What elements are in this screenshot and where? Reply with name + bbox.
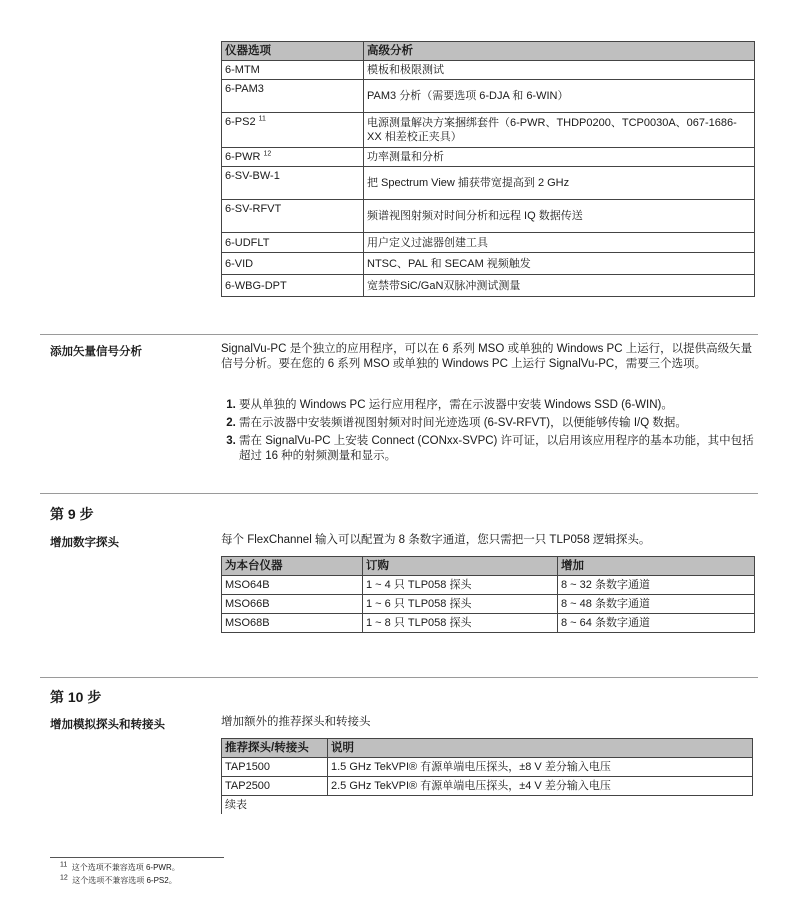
option-desc: 模板和极限测试	[364, 61, 755, 80]
table-cell: TAP2500	[222, 777, 328, 796]
table-cell: TAP1500	[222, 758, 328, 777]
header-adds: 增加	[558, 557, 755, 576]
step9-intro: 每个 FlexChannel 输入可以配置为 8 条数字通道，您只需把一只 TLP058 逻辑探头。	[221, 534, 651, 546]
continued-note: 续表	[222, 796, 753, 815]
option-code: 6-SV-BW-1	[222, 167, 364, 200]
table-cell: MSO66B	[222, 595, 363, 614]
option-desc: 把 Spectrum View 捕获带宽提高到 2 GHz	[364, 167, 755, 200]
list-item: 3. 需在 SignalVu-PC 上安装 Connect (CONxx-SVPC) 许可证，以启用该应用程序的基本功能，其中包括超过 16 种的射频测量和显示。	[239, 434, 757, 464]
digital-probe-table-header	[222, 557, 755, 576]
footnote-rule	[50, 857, 224, 858]
option-code: 6-MTM	[222, 61, 364, 80]
vector-analysis-steps	[221, 398, 757, 467]
option-code: 6-WBG-DPT	[222, 275, 364, 297]
option-desc: NTSC、PAL 和 SECAM 视频触发	[364, 253, 755, 275]
analog-probe-table	[221, 738, 753, 814]
table-row	[222, 595, 755, 614]
option-code: 6-PWR $^{12}$	[222, 148, 364, 167]
option-code: 6-PAM3	[222, 80, 364, 113]
table-row	[222, 777, 753, 796]
vector-analysis-intro: SignalVu-PC 是个独立的应用程序，可以在 6 系列 MSO 或单独的 Windows PC 上运行，以提供高级矢量信号分析。要在您的 6 系列 MSO 或单独的 Windows PC 上运行 SignalVu-PC，需要三个选项。	[221, 343, 753, 370]
section-divider	[40, 493, 758, 494]
header-order: 订购	[363, 557, 558, 576]
footnote-text: 这个选项不兼容选项 6-PS2。	[72, 876, 177, 885]
header-analysis: 高级分析	[364, 42, 755, 61]
options-table	[221, 41, 755, 297]
table-cell: MSO64B	[222, 576, 363, 595]
option-code: 6-PS2 $^{11}$	[222, 113, 364, 148]
table-row	[222, 61, 755, 80]
table-row	[222, 148, 755, 167]
step10-title: 第 10 步	[50, 689, 102, 705]
table-row	[222, 113, 755, 148]
section-divider	[40, 677, 758, 678]
step9-title: 第 9 步	[50, 506, 94, 522]
footnote-text: 这个选项不兼容选项 6-PWR。	[71, 863, 180, 872]
table-row	[222, 80, 755, 113]
footnote-ref: 11	[258, 115, 266, 123]
table-cell: 1 ~ 8 只 TLP058 探头	[363, 614, 558, 633]
footnote-ref: 12	[263, 150, 272, 158]
option-desc: 电源测量解决方案捆绑套件（6-PWR、THDP0200、TCP0030A、067-1686-XX 相差校正夹具）	[364, 113, 755, 148]
table-row	[222, 576, 755, 595]
footnote-11	[60, 862, 180, 873]
digital-probe-table	[221, 556, 755, 633]
header-instrument: 为本台仪器	[222, 557, 363, 576]
vector-analysis-heading: 添加矢量信号分析	[50, 346, 142, 358]
table-cell: 8 ~ 48 条数字通道	[558, 595, 755, 614]
table-row	[222, 167, 755, 200]
table-row	[222, 253, 755, 275]
list-item: 1. 要从单独的 Windows PC 运行应用程序，需在示波器中安装 Windows SSD (6-WIN)。	[239, 398, 757, 413]
table-row	[222, 614, 755, 633]
step10-heading: 增加模拟探头和转接头	[50, 719, 165, 731]
table-cell: 1.5 GHz TekVPI® 有源单端电压探头，±8 V 差分输入电压	[328, 758, 753, 777]
option-code: 6-UDFLT	[222, 233, 364, 253]
header-probe: 推荐探头/转接头	[222, 739, 328, 758]
table-cell: MSO68B	[222, 614, 363, 633]
footnote-num: 12	[60, 874, 68, 882]
table-cell: 1 ~ 6 只 TLP058 探头	[363, 595, 558, 614]
footnote-num: 11	[60, 861, 68, 869]
table-row	[222, 758, 753, 777]
table-cell: 2.5 GHz TekVPI® 有源单端电压探头，±4 V 差分输入电压	[328, 777, 753, 796]
option-desc: 用户定义过滤器创建工具	[364, 233, 755, 253]
table-cell: 8 ~ 32 条数字通道	[558, 576, 755, 595]
table-cell: 1 ~ 4 只 TLP058 探头	[363, 576, 558, 595]
analog-probe-table-header	[222, 739, 753, 758]
header-description: 说明	[328, 739, 753, 758]
option-desc: 功率测量和分析	[364, 148, 755, 167]
options-table-header	[222, 42, 755, 61]
footnote-12	[60, 875, 177, 886]
table-row	[222, 275, 755, 297]
table-row	[222, 200, 755, 233]
table-cell: 8 ~ 64 条数字通道	[558, 614, 755, 633]
option-desc: 频谱视图射频对时间分析和远程 IQ 数据传送	[364, 200, 755, 233]
table-row	[222, 796, 753, 815]
option-desc: PAM3 分析（需要选项 6-DJA 和 6-WIN）	[364, 80, 755, 113]
section-divider	[40, 334, 758, 335]
step10-intro: 增加额外的推荐探头和转接头	[221, 716, 371, 728]
option-desc: 宽禁带SiC/GaN双脉冲测试测量	[364, 275, 755, 297]
option-code: 6-VID	[222, 253, 364, 275]
table-row	[222, 233, 755, 253]
step9-heading: 增加数字探头	[50, 537, 119, 549]
list-item: 2. 需在示波器中安装频谱视图射频对时间光迹选项 (6-SV-RFVT)，以便能够传输 I/Q 数据。	[239, 416, 757, 431]
option-code: 6-SV-RFVT	[222, 200, 364, 233]
header-option: 仪器选项	[222, 42, 364, 61]
